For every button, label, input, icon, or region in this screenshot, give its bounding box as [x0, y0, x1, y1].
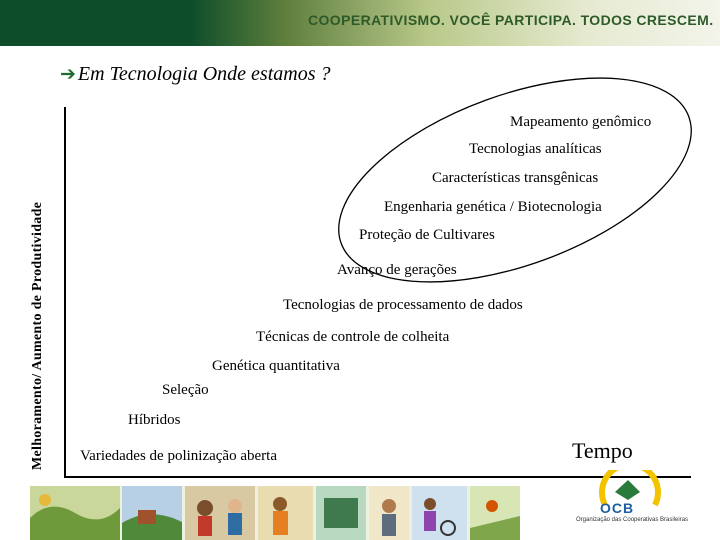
step-6: Avanço de gerações	[337, 262, 457, 278]
step-4: Técnicas de controle de colheita	[256, 329, 450, 345]
arrow-right-icon: ➔	[60, 64, 76, 85]
step-3: Genética quantitativa	[212, 358, 340, 374]
step-5: Tecnologias de processamento de dados	[283, 297, 523, 313]
ocb-logo-subtitle: Organização das Cooperativas Brasileiras	[576, 517, 689, 523]
step-9: Características transgênicas	[432, 170, 599, 186]
step-0: Variedades de polinização aberta	[80, 448, 277, 464]
step-7: Proteção de Cultivares	[359, 227, 495, 243]
step-1: Híbridos	[128, 412, 181, 428]
step-11: Mapeamento genômico	[510, 114, 652, 130]
slide-title-text: Em Tecnologia Onde estamos ?	[77, 63, 331, 85]
x-axis-label: Tempo	[572, 438, 633, 463]
ocb-logo-name: OCB	[600, 500, 635, 516]
header-slogan: COOPERATIVISMO. VOCÊ PARTICIPA. TODOS CRESCEM.	[308, 12, 714, 28]
footer-illustration	[30, 478, 520, 540]
step-2: Seleção	[162, 382, 209, 398]
step-10: Tecnologias analíticas	[469, 141, 602, 157]
step-8: Engenharia genética / Biotecnologia	[384, 199, 602, 215]
y-axis-label: Melhoramento/ Aumento de Produtividade	[30, 201, 45, 470]
